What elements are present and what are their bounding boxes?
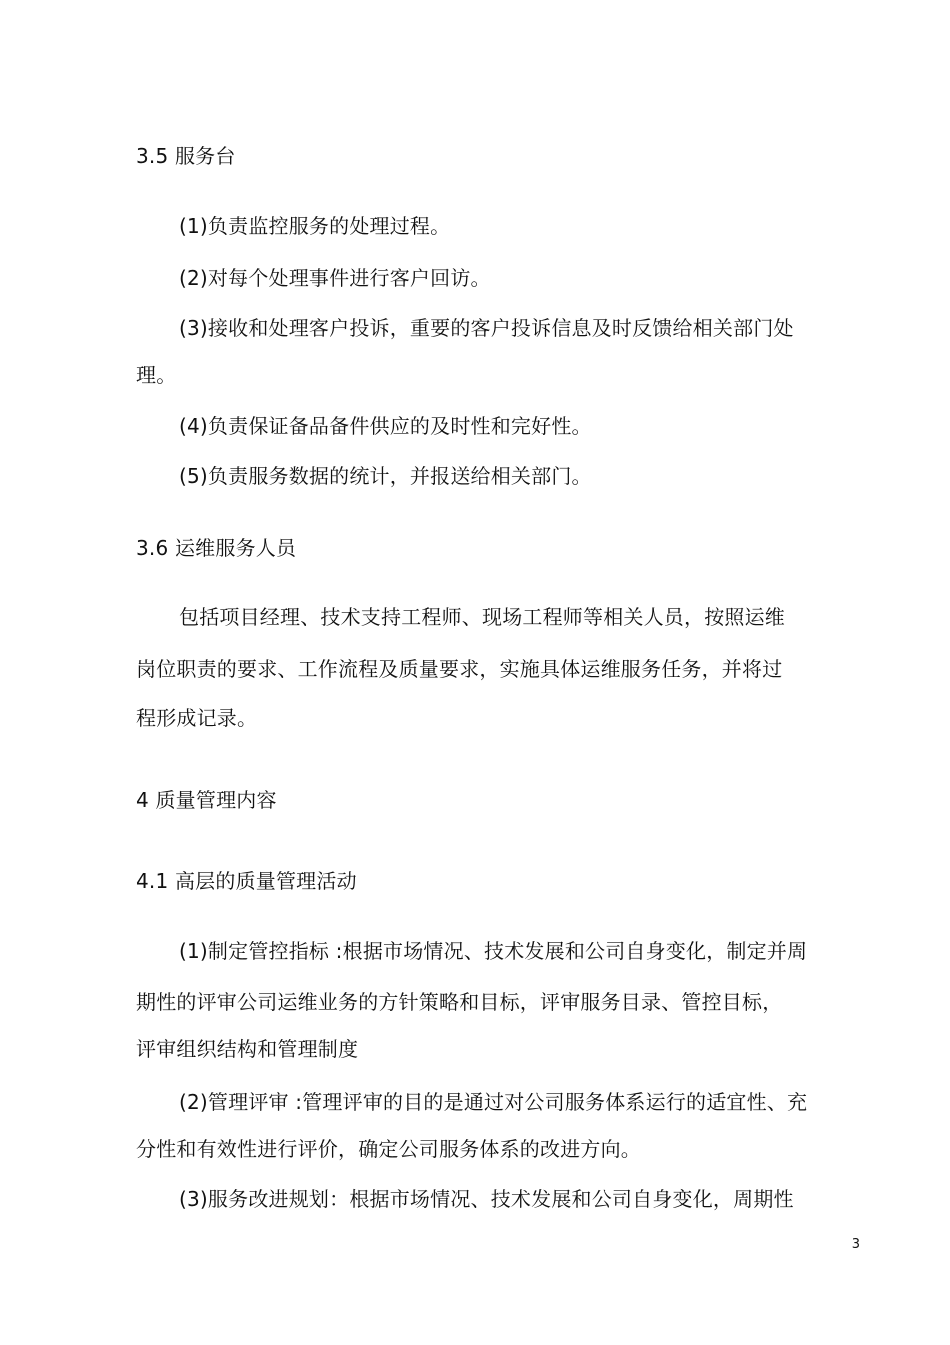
section-3-6-line-3: 程形成记录。 [136, 706, 258, 730]
page-number: 3 [851, 1237, 860, 1252]
section-3-5-item-1: (1)负责监控服务的处理过程。 [179, 214, 451, 238]
section-4-1-heading: 4.1 高层的质量管理活动 [136, 869, 357, 893]
section-4-heading: 4 质量管理内容 [136, 788, 277, 812]
section-4-1-line-1: (1)制定管控指标 :根据市场情况、技术发展和公司自身变化，制定并周 [179, 939, 808, 963]
section-3-6-heading: 3.6 运维服务人员 [136, 536, 297, 560]
section-4-1-line-2: 期性的评审公司运维业务的方针策略和目标，评审服务目录、管控目标， [136, 990, 783, 1014]
section-4-1-line-4: (2)管理评审 :管理评审的目的是通过对公司服务体系运行的适宜性、充 [179, 1090, 808, 1114]
section-4-1-line-3: 评审组织结构和管理制度 [136, 1037, 359, 1061]
section-3-6-line-1: 包括项目经理、技术支持工程师、现场工程师等相关人员，按照运维 [179, 605, 785, 629]
section-3-6-line-2: 岗位职责的要求、工作流程及质量要求，实施具体运维服务任务，并将过 [136, 657, 783, 681]
section-3-5-heading: 3.5 服务台 [136, 144, 236, 168]
section-3-5-item-4: (4)负责保证备品备件供应的及时性和完好性。 [179, 414, 592, 438]
section-4-1-line-5: 分性和有效性进行评价，确定公司服务体系的改进方向。 [136, 1137, 641, 1161]
section-3-5-item-2: (2)对每个处理事件进行客户回访。 [179, 266, 491, 290]
section-3-5-item-3: (3)接收和处理客户投诉，重要的客户投诉信息及时反馈给相关部门处 [179, 316, 794, 340]
section-3-5-item-5: (5)负责服务数据的统计，并报送给相关部门。 [179, 464, 592, 488]
section-3-5-item-3-cont: 理。 [136, 363, 177, 387]
section-4-1-line-6: (3)服务改进规划：根据市场情况、技术发展和公司自身变化，周期性 [179, 1187, 794, 1211]
